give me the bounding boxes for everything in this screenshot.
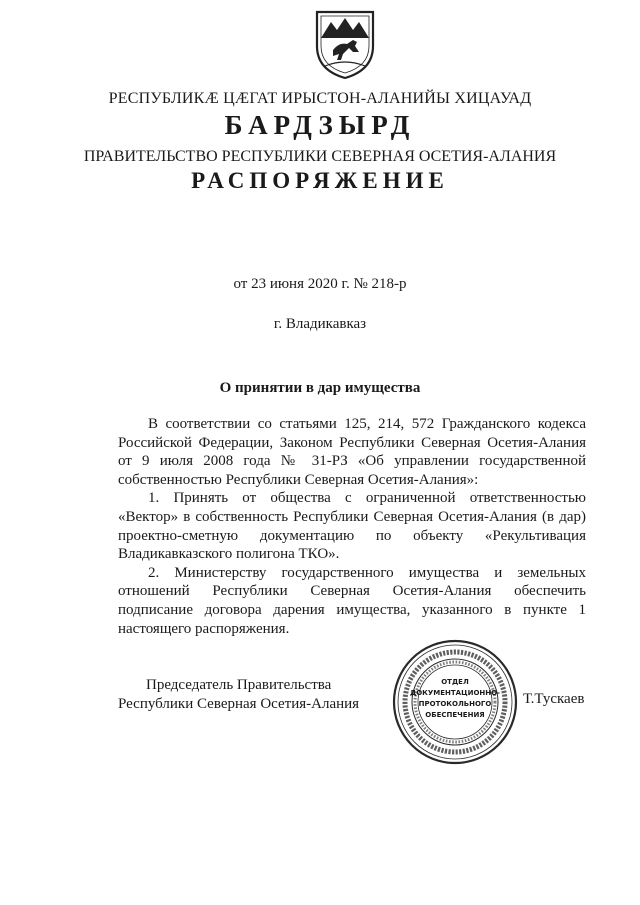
stamp-text-line-2: ДОКУМЕНТАЦИОННО- bbox=[410, 689, 500, 697]
document-body bbox=[118, 415, 586, 638]
stamp-text-line-1: ОТДЕЛ bbox=[441, 678, 469, 686]
document-title: О принятии в дар имущества bbox=[219, 380, 421, 396]
date-number-line: от 23 июня 2020 г. № 218-р bbox=[233, 276, 407, 292]
body-paragraph-item-2: 2. Министерству государственного имущества и земельных отношений Республики Северная Осетия-Алания обеспечить подписание договора дарения имущества, указанного в пункте 1 настоящего распоряжения. bbox=[118, 564, 586, 637]
coat-of-arms-icon bbox=[313, 8, 377, 80]
ossetian-doc-type-heading: БАРДЗЫРД bbox=[224, 110, 416, 140]
body-paragraph-item-1: 1. Принять от общества с ограниченной ответственностью «Вектор» в собственность Республики Северная Осетия-Алания (в дар) проектно-сметную документацию по объекту «Рекультивация Владикавказского полигона ТКО». bbox=[118, 490, 586, 563]
signatory-position-line-2: Республики Северная Осетия-Алания bbox=[118, 695, 360, 712]
russian-doc-type-heading: РАСПОРЯЖЕНИЕ bbox=[191, 168, 449, 193]
signatory-position-line-1: Председатель Правительства bbox=[146, 677, 332, 693]
ossetian-republic-heading: РЕСПУБЛИКӔ ЦӔГАТ ИРЫСТОН-АЛАНИЙЫ ХИЦАУАД bbox=[108, 90, 532, 107]
russian-government-heading: ПРАВИТЕЛЬСТВО РЕСПУБЛИКИ СЕВЕРНАЯ ОСЕТИЯ-АЛАНИЯ bbox=[83, 148, 557, 165]
body-paragraph-preamble: В соответствии со статьями 125, 214, 572 Гражданского кодекса Российской Федерации, Законом Республики Северная Осетия-Алания от 9 июля 2008 года № 31-РЗ «Об управлении государственной собственностью Республики Северная Осетия-Алания»: bbox=[118, 416, 586, 488]
signatory-position bbox=[118, 676, 359, 713]
signatory-name: Т.Тускаев bbox=[523, 691, 585, 707]
stamp-text-line-4: ОБЕСПЕЧЕНИЯ bbox=[425, 711, 485, 719]
city-line: г. Владикавказ bbox=[273, 316, 367, 332]
official-stamp-icon bbox=[391, 638, 519, 766]
stamp-text-line-3: ПРОТОКОЛЬНОГО bbox=[418, 700, 492, 708]
